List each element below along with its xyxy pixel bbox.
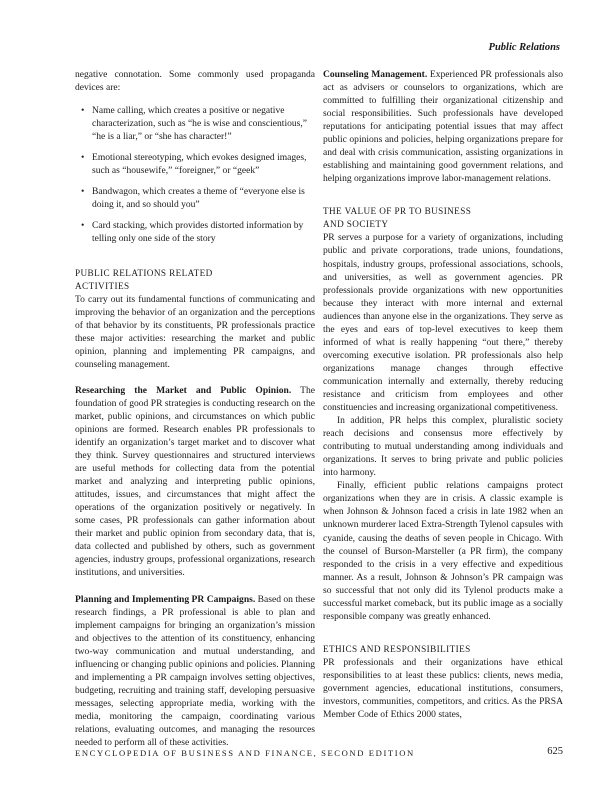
value-paragraph: PR serves a purpose for a variety of organizations, including public and private corporations, trade unions, foundations, hospitals, industry groups, professional associations, schools, and universities, as well as government agencies. PR professionals provide organizations with new opportunities because they interact with more internal and external audiences than anyone else in the organizations. They serve as the eyes and ears of top-level executives to keep them informed of what is really happening “out there,” thereby overcoming executive isolation. PR professionals also help organizations manage changes through effective communication internally and externally, thereby reducing resistance and criticism from employees and other constituencies and increasing organizational competitiveness. [323, 232, 563, 414]
section-heading-line: AND SOCIETY [323, 219, 389, 230]
ethics-paragraph: PR professionals and their organizations have ethical responsibilities to at least these publics: clients, news media, government agencies, educational institutions, consumers, investors, communities, competitors, and critics. As the PRSA Member Code of Ethics 2000 states, [323, 656, 563, 721]
list-item: • Bandwagon, which creates a theme of “everyone else is doing it, and so should you” [75, 185, 315, 211]
page-number: 625 [547, 746, 563, 757]
list-item: • Card stacking, which provides distorted information by telling only one side of the story [75, 219, 315, 245]
planning-paragraph [75, 593, 315, 750]
section-heading-value [323, 205, 563, 231]
activities-paragraph: To carry out its fundamental functions of communicating and improving the behavior of an organization and the perceptions of that behavior by its constituents, PR professionals practice these major activities: researching the market and public opinion, planning and implementing PR campaigns, and counseling management. [75, 293, 315, 370]
intro-paragraph: negative connotation. Some commonly used propaganda devices are: [75, 69, 315, 94]
value-paragraph: Finally, efficient public relations campaigns protect organizations when they are in crisis. A classic example is when Johnson & Johnson faced a crisis in late 1982 when an unknown murderer laced Extra-Strength Tylenol capsules with cyanide, causing the deaths of seven people in Chicago. With the counsel of Burson-Marsteller (a PR firm), the company responded to the crisis in a very effective and expeditious manner. As a result, Johnson & Johnson’s PR campaign was so successful that not only did its Tylenol products make a successful market comeback, but its public image as a socially responsible company was greatly enhanced. [323, 480, 563, 622]
section-heading-line: ACTIVITIES [75, 280, 130, 291]
section-heading-line: THE VALUE OF PR TO BUSINESS [323, 206, 472, 217]
list-item: • Name calling, which creates a positive or negative characterization, such as “he is wise and conscientious,” “he is a liar,” or “she has character!” [75, 104, 315, 143]
research-runin-heading: Researching the Market and Public Opinion. [75, 384, 292, 396]
section-heading-line: PUBLIC RELATIONS RELATED [75, 267, 213, 278]
planning-runin-heading: Planning and Implementing PR Campaigns. [75, 593, 256, 605]
counseling-paragraph [323, 68, 563, 185]
counseling-text: Experienced PR professionals also act as advisers or counselors to organizations, which are committed to fulfilling their organizational citizenship and social responsibilities. Such professionals have developed reputations for anticipating potential issues that may affect public opinions and policies, helping organizations prepare for and deal with crisis communication, assisting organizations in establishing and maintaining good government relations, and helping organizations improve labor-management relations. [323, 69, 563, 185]
section-heading-ethics: ETHICS AND RESPONSIBILITIES [323, 643, 471, 654]
right-column [323, 68, 563, 721]
value-paragraph: In addition, PR helps this complex, pluralistic society reach decisions and consensus more effectively by contributing to mutual understanding among individuals and organizations. It serves to bring private and public policies into harmony. [323, 415, 563, 479]
list-item: • Emotional stereotyping, which evokes designed images, such as “housewife,” “foreigner,” or “geek” [75, 151, 315, 177]
running-head: Public Relations [488, 42, 560, 53]
planning-text: Based on these research findings, a PR professional is able to plan and implement campaigns for bringing an organization’s mission and objectives to the attention of its constituency, enhancing two-way communication and mutual understanding, and influencing or changing public opinions and policies. Planning and implementing a PR campaign involves setting objectives, budgeting, recruiting and training staff, developing persuasive messages, selecting appropriate media, working with the media, monitoring the campaign, coordinating various relations, evaluating outcomes, and managing the resources needed to perform all of these activities. [75, 593, 315, 749]
section-heading-activities [75, 267, 315, 293]
propaganda-devices-list [75, 104, 315, 245]
footer-book-title: ENCYCLOPEDIA OF BUSINESS AND FINANCE, SECOND EDITION [75, 748, 415, 758]
research-text: The foundation of good PR strategies is conducting research on the market, public opinions, and circumstances on which public opinions are formed. Research enables PR professionals to identify an organization’s target market and to discover what they think. Survey questionnaires and structured interviews are useful methods for collecting data from the potential market and analyzing and interpreting public opinions, attitudes, issues, and circumstances that might affect the operations of the organization positively or negatively. In some cases, PR professionals can gather information about their market and public opinion from secondary data, that is, data collected and published by others, such as government agencies, industry groups, professional organizations, research institutions, and universities. [75, 384, 315, 579]
counseling-runin-heading: Counseling Management. [323, 69, 428, 80]
left-column [75, 68, 315, 749]
research-paragraph [75, 384, 315, 580]
